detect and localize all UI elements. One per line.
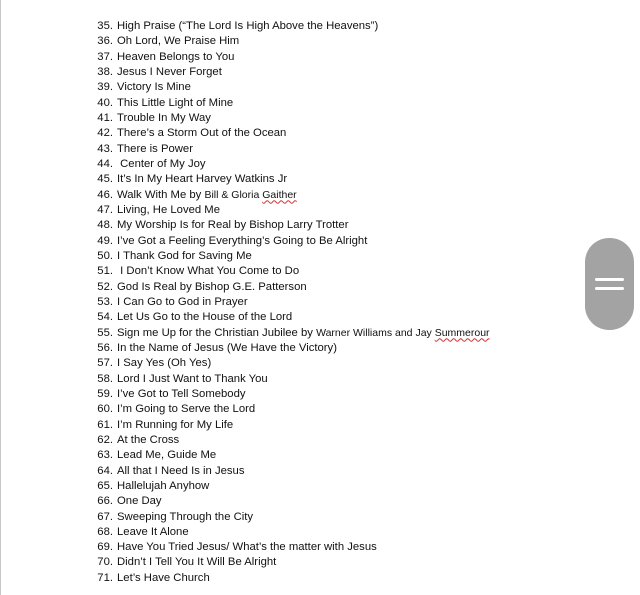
spellcheck-flagged-word: Summerour — [434, 326, 490, 339]
song-title: Oh Lord, We Praise Him — [117, 35, 240, 48]
song-number: 44. — [97, 157, 113, 170]
song-number: 68. — [97, 525, 113, 538]
song-number: 56. — [97, 341, 113, 354]
song-number: 45. — [97, 173, 113, 186]
song-number: 58. — [97, 372, 113, 385]
song-title: I Say Yes (Oh Yes) — [117, 357, 212, 370]
song-number: 60. — [97, 403, 113, 416]
song-number: 51. — [97, 265, 113, 278]
song-title: There’s a Storm Out of the Ocean — [117, 127, 287, 140]
song-title: I Can Go to God in Prayer — [117, 295, 248, 308]
song-list-item — [94, 510, 490, 525]
song-number: 70. — [97, 556, 113, 569]
song-title: Lord I Just Want to Thank You — [117, 372, 268, 385]
song-number: 63. — [97, 449, 113, 462]
song-list-item — [94, 540, 490, 555]
song-title: My Worship Is for Real by Bishop Larry Trotter — [117, 219, 349, 232]
song-title: Heaven Belongs to You — [117, 50, 235, 63]
song-list-item — [94, 326, 490, 341]
song-list-item — [94, 402, 490, 417]
song-list-item — [94, 525, 490, 540]
song-number: 62. — [97, 433, 113, 446]
song-list-item — [94, 295, 490, 310]
song-title: Sign me Up for the Christian Jubilee by — [117, 326, 317, 339]
song-number: 57. — [97, 357, 113, 370]
song-list-item — [94, 280, 490, 295]
song-title: Trouble In My Way — [117, 111, 211, 124]
song-title: Didn’t I Tell You It Will Be Alright — [117, 556, 277, 569]
song-list-item — [94, 34, 490, 49]
song-artist: Bill & Gloria — [204, 188, 263, 201]
page-edge — [0, 0, 1, 595]
song-number: 35. — [97, 20, 113, 32]
spellcheck-flagged-word: Gaither — [262, 188, 297, 201]
song-number: 65. — [97, 479, 113, 492]
song-list — [94, 19, 490, 586]
song-number: 64. — [97, 464, 113, 477]
song-list-item — [94, 80, 490, 95]
song-title: Have You Tried Jesus/ What’s the matter with Jesus — [117, 541, 377, 554]
song-title: Let’s Have Church — [117, 571, 210, 584]
song-list-item — [94, 494, 490, 509]
song-title: God Is Real by Bishop G.E. Patterson — [117, 280, 307, 293]
song-list-item — [94, 157, 490, 172]
song-list-item — [94, 249, 490, 264]
song-title: I’m Running for My Life — [117, 418, 234, 431]
song-list-item — [94, 555, 490, 570]
song-title: Jesus I Never Forget — [117, 65, 222, 78]
scroll-handle[interactable] — [585, 238, 634, 330]
song-list-item — [94, 50, 490, 65]
song-list-item — [94, 188, 490, 203]
song-number: 40. — [97, 96, 113, 109]
song-number: 54. — [97, 311, 113, 324]
song-list-item — [94, 372, 490, 387]
song-number: 66. — [97, 495, 113, 508]
song-title: This Little Light of Mine — [117, 96, 234, 109]
song-list-item — [94, 19, 490, 34]
song-title: Sweeping Through the City — [117, 510, 254, 523]
song-number: 39. — [97, 81, 113, 94]
song-number: 67. — [97, 510, 113, 523]
song-title: Lead Me, Guide Me — [117, 449, 217, 462]
drag-handle-icon — [595, 278, 624, 281]
song-title: High Praise (“The Lord Is High Above the Heavens”) — [117, 20, 379, 32]
song-number: 48. — [97, 219, 113, 232]
song-number: 49. — [97, 234, 113, 247]
song-list-item — [94, 234, 490, 249]
song-list-item — [94, 218, 490, 233]
song-number: 37. — [97, 50, 113, 63]
song-title: I’ve Got to Tell Somebody — [117, 387, 246, 400]
song-list-item — [94, 387, 490, 402]
song-number: 47. — [97, 203, 113, 216]
song-list-item — [94, 203, 490, 218]
song-list-item — [94, 356, 490, 371]
song-title: Center of My Joy — [117, 157, 206, 170]
song-list-item — [94, 464, 490, 479]
song-list-item — [94, 126, 490, 141]
song-list-item — [94, 172, 490, 187]
song-number: 52. — [97, 280, 113, 293]
song-number: 50. — [97, 249, 113, 262]
song-title: I Thank God for Saving Me — [117, 249, 252, 262]
song-list-item — [94, 571, 490, 586]
song-list-item — [94, 479, 490, 494]
song-artist: Warner Williams and Jay — [316, 326, 435, 339]
song-number: 41. — [97, 111, 113, 124]
song-number: 42. — [97, 127, 113, 140]
song-title: Walk With Me by — [117, 188, 205, 201]
song-title: Living, He Loved Me — [117, 203, 220, 216]
song-list-item — [94, 418, 490, 433]
song-title: Victory Is Mine — [117, 81, 191, 94]
song-title: All that I Need Is in Jesus — [117, 464, 245, 477]
song-list-item — [94, 142, 490, 157]
song-title: In the Name of Jesus (We Have the Victory) — [117, 341, 337, 354]
song-number: 61. — [97, 418, 113, 431]
song-title: I’m Going to Serve the Lord — [117, 403, 256, 416]
song-number: 46. — [97, 188, 113, 201]
drag-handle-icon — [595, 287, 624, 290]
song-title: One Day — [117, 495, 162, 508]
song-title: I’ve Got a Feeling Everything’s Going to Be Alright — [117, 234, 368, 247]
song-number: 55. — [97, 326, 113, 339]
song-list-item — [94, 111, 490, 126]
song-number: 43. — [97, 142, 113, 155]
song-title: There is Power — [117, 142, 193, 155]
song-number: 53. — [97, 295, 113, 308]
song-list-item — [94, 65, 490, 80]
song-list-item — [94, 341, 490, 356]
song-title: Leave It Alone — [117, 525, 189, 538]
song-list-item — [94, 310, 490, 325]
song-number: 59. — [97, 387, 113, 400]
song-number: 69. — [97, 541, 113, 554]
song-title: I Don’t Know What You Come to Do — [117, 265, 300, 278]
song-number: 36. — [97, 35, 113, 48]
song-title: It’s In My Heart Harvey Watkins Jr — [117, 173, 288, 186]
song-list-item — [94, 448, 490, 463]
song-list-item — [94, 433, 490, 448]
song-list-item — [94, 96, 490, 111]
song-number: 71. — [97, 571, 113, 584]
song-title: At the Cross — [117, 433, 180, 446]
song-number: 38. — [97, 65, 113, 78]
song-list-item — [94, 264, 490, 279]
song-title: Hallelujah Anyhow — [117, 479, 210, 492]
song-title: Let Us Go to the House of the Lord — [117, 311, 293, 324]
